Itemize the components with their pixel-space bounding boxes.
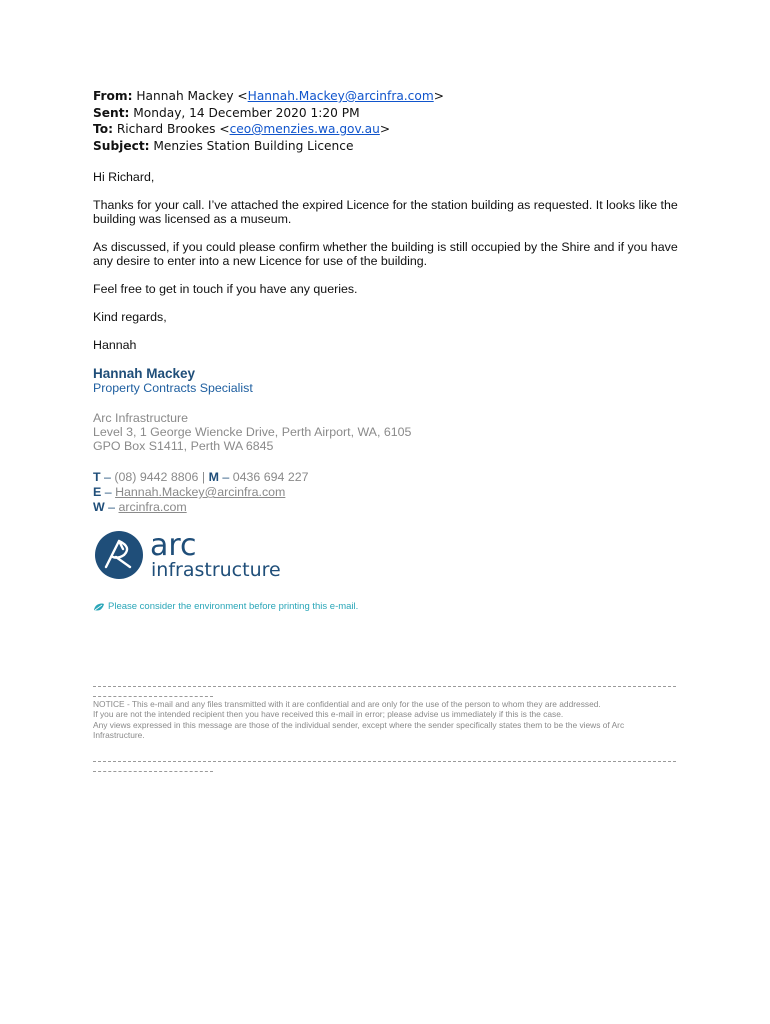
subject-label: Subject: — [93, 138, 150, 153]
from-name: Hannah Mackey < — [136, 89, 248, 103]
from-email-link[interactable]: Hannah.Mackey@arcinfra.com — [247, 89, 434, 103]
greeting: Hi Richard, — [93, 170, 155, 184]
divider-bottom — [93, 761, 676, 762]
divider-bottom-short — [93, 771, 213, 772]
divider-top-short — [93, 696, 213, 697]
to-close: > — [379, 122, 391, 136]
w-label: W — [93, 500, 105, 514]
web-row — [93, 500, 309, 515]
signature-contacts — [93, 470, 309, 515]
logo-circle — [95, 531, 143, 579]
address-line-2: GPO Box S1411, Perth WA 6845 — [93, 439, 274, 453]
e-label: E — [93, 485, 102, 499]
e-dash: – — [104, 485, 112, 499]
t-value: (08) 9442 8806 — [114, 470, 199, 484]
phone-row — [93, 470, 309, 485]
paragraph-3: Feel free to get in touch if you have any queries. — [93, 282, 358, 296]
from-close: > — [433, 89, 444, 103]
email-row — [93, 485, 309, 500]
email-header — [93, 88, 444, 154]
divider-top — [93, 686, 676, 687]
w-link[interactable]: arcinfra.com — [118, 500, 187, 514]
arc-logo-graphic — [94, 527, 304, 583]
company-name: Arc Infrastructure — [93, 411, 189, 425]
environment-text: Please consider the environment before printing this e-mail. — [108, 601, 359, 612]
notice-line-3: Any views expressed in this message are those of the individual sender, except where the sender specifically states them to be the views of Arc Infrastructure. — [93, 719, 625, 741]
to-row — [93, 121, 444, 138]
logo-word-arc: arc — [150, 528, 197, 563]
arc-infrastructure-logo — [94, 527, 304, 583]
m-value: 0436 694 227 — [232, 470, 309, 484]
to-label: To: — [93, 122, 113, 136]
legal-notice — [93, 699, 668, 741]
environment-note — [93, 601, 358, 612]
closing: Kind regards, — [93, 310, 167, 324]
sender-first-name: Hannah — [93, 338, 137, 352]
to-email-link[interactable]: ceo@menzies.wa.gov.au — [229, 122, 380, 136]
t-label: T — [93, 470, 101, 484]
signature-name: Hannah Mackey — [93, 366, 196, 381]
m-label: M — [208, 470, 219, 484]
leaf-icon — [93, 602, 105, 612]
t-dash: – — [104, 470, 111, 484]
paragraph-1: Thanks for your call. I’ve attached the expired Licence for the station building as requested. It looks like the building was licensed as a museum. — [93, 198, 678, 226]
signature-address — [93, 411, 411, 453]
sent-value: Monday, 14 December 2020 1:20 PM — [133, 105, 360, 120]
m-dash: – — [222, 470, 230, 484]
from-row — [93, 88, 444, 105]
notice-line-1: NOTICE - This e-mail and any files transmitted with it are confidential and are only for the use of the person to whom they are addressed. — [93, 699, 601, 709]
logo-word-infrastructure: infrastructure — [151, 559, 281, 581]
subject-value: Menzies Station Building Licence — [153, 138, 354, 153]
sent-label: Sent: — [93, 105, 130, 120]
address-line-1: Level 3, 1 George Wiencke Drive, Perth Airport, WA, 6105 — [93, 425, 412, 439]
subject-row — [93, 138, 444, 155]
signature-title: Property Contracts Specialist — [93, 381, 253, 395]
from-label: From: — [93, 89, 133, 103]
email-body — [93, 170, 683, 352]
separator: | — [201, 470, 206, 484]
notice-line-2: If you are not the intended recipient then you have received this e-mail in error; please advise us immediately if this is the case. — [93, 709, 564, 720]
to-name: Richard Brookes < — [116, 122, 230, 136]
paragraph-2: As discussed, if you could please confirm whether the building is still occupied by the Shire and if you have any desire to enter into a new Licence for use of the building. — [93, 240, 678, 268]
w-dash: – — [108, 500, 116, 514]
sent-row — [93, 105, 444, 122]
e-link[interactable]: Hannah.Mackey@arcinfra.com — [115, 485, 286, 499]
